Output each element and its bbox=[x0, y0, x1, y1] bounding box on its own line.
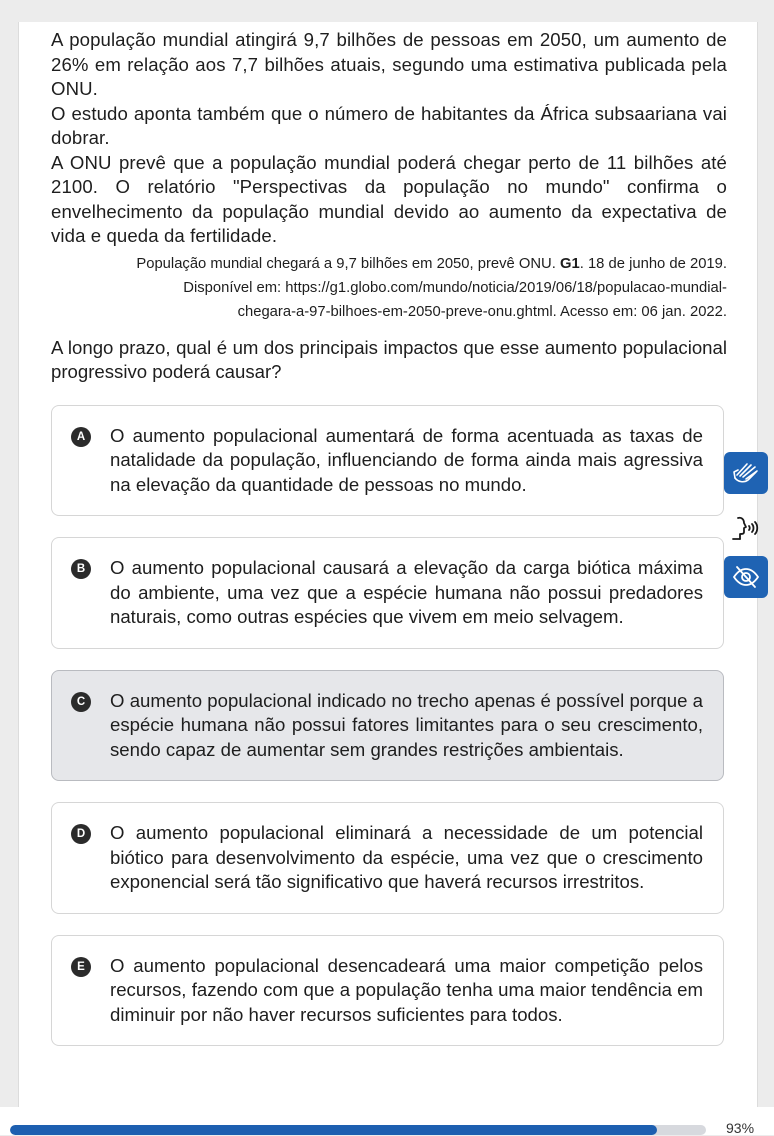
stem-paragraph: A população mundial atingirá 9,7 bilhões de pessoas em 2050, um aumento de 26% em relação aos 7,7 bilhões atuais, segundo uma estimativa publicada pela ONU. bbox=[51, 29, 727, 99]
sign-language-hands-icon bbox=[731, 458, 761, 488]
question-sheet bbox=[18, 22, 758, 1135]
progress-fill bbox=[10, 1125, 657, 1135]
option-text: O aumento populacional desencadeará uma maior competição pelos recursos, fazendo com que a população tenha uma maior tendência em diminuir por não haver recursos suficientes para todos. bbox=[110, 954, 703, 1025]
audio-speech-icon bbox=[729, 512, 763, 546]
option-e[interactable] bbox=[51, 935, 724, 1047]
option-letter-badge: C bbox=[71, 692, 91, 712]
option-text: O aumento populacional aumentará de forma acentuada as taxas de natalidade da população, influenciando de forma ainda mais agressiva na elevação da quantidade de pessoas no mundo. bbox=[110, 424, 703, 495]
question-stem bbox=[51, 28, 727, 249]
progress-bar-area bbox=[0, 1107, 774, 1135]
option-d[interactable] bbox=[51, 802, 724, 914]
source-line-2: Disponível em: https://g1.globo.com/mundo/noticia/2019/06/18/populacao-mundial- bbox=[183, 279, 727, 296]
source-citation bbox=[51, 252, 727, 324]
source-line-3: chegara-a-97-bilhoes-em-2050-preve-onu.ghtml. Acesso em: 06 jan. 2022. bbox=[237, 303, 727, 320]
stem-paragraph: O estudo aponta também que o número de habitantes da África subsaariana vai dobrar. bbox=[51, 102, 727, 148]
option-text: O aumento populacional eliminará a necessidade de um potencial biótico para desenvolvimento da espécie, uma vez que o crescimento exponencial será tão significativo que haverá recursos irrestritos. bbox=[110, 822, 703, 892]
option-letter-badge: D bbox=[71, 824, 91, 844]
source-line-1 bbox=[51, 252, 727, 276]
option-letter-badge: E bbox=[71, 957, 91, 977]
progress-track bbox=[10, 1125, 706, 1135]
source-publisher: G1 bbox=[559, 255, 580, 272]
option-text: O aumento populacional causará a elevação da carga biótica máxima do ambiente, uma vez que a espécie humana não possui predadores naturais, como outras espécies que vivem em meio selvagem. bbox=[110, 557, 703, 627]
option-b[interactable] bbox=[51, 537, 724, 649]
source-title: População mundial chegará a 9,7 bilhões em 2050, prevê ONU. bbox=[136, 255, 560, 272]
option-a[interactable] bbox=[51, 405, 724, 517]
option-letter-badge: A bbox=[71, 427, 91, 447]
source-date: . 18 de junho de 2019. bbox=[579, 255, 727, 272]
stem-paragraph: A ONU prevê que a população mundial poderá chegar perto de 11 bilhões até 2100. O relatório "Perspectivas da população no mundo" confirma o envelhecimento da população mundial devido ao aumento da expectativa de vida e queda da fertilidade. bbox=[51, 151, 727, 246]
question-content bbox=[51, 28, 727, 1067]
eye-slash-icon bbox=[731, 562, 761, 592]
option-letter-badge: B bbox=[71, 559, 91, 579]
answer-options bbox=[51, 405, 727, 1047]
visibility-button[interactable] bbox=[724, 556, 768, 598]
option-c[interactable] bbox=[51, 670, 724, 782]
sign-language-button[interactable] bbox=[724, 452, 768, 494]
option-text: O aumento populacional indicado no trecho apenas é possível porque a espécie humana não possui fatores limitantes para o seu crescimento, sendo capaz de aumentar sem grandes restrições ambientais. bbox=[110, 689, 703, 760]
progress-label: 93% bbox=[726, 1120, 755, 1136]
audio-button[interactable] bbox=[724, 508, 768, 550]
question-prompt: A longo prazo, qual é um dos principais impactos que esse aumento populacional progressivo poderá causar? bbox=[51, 336, 727, 382]
